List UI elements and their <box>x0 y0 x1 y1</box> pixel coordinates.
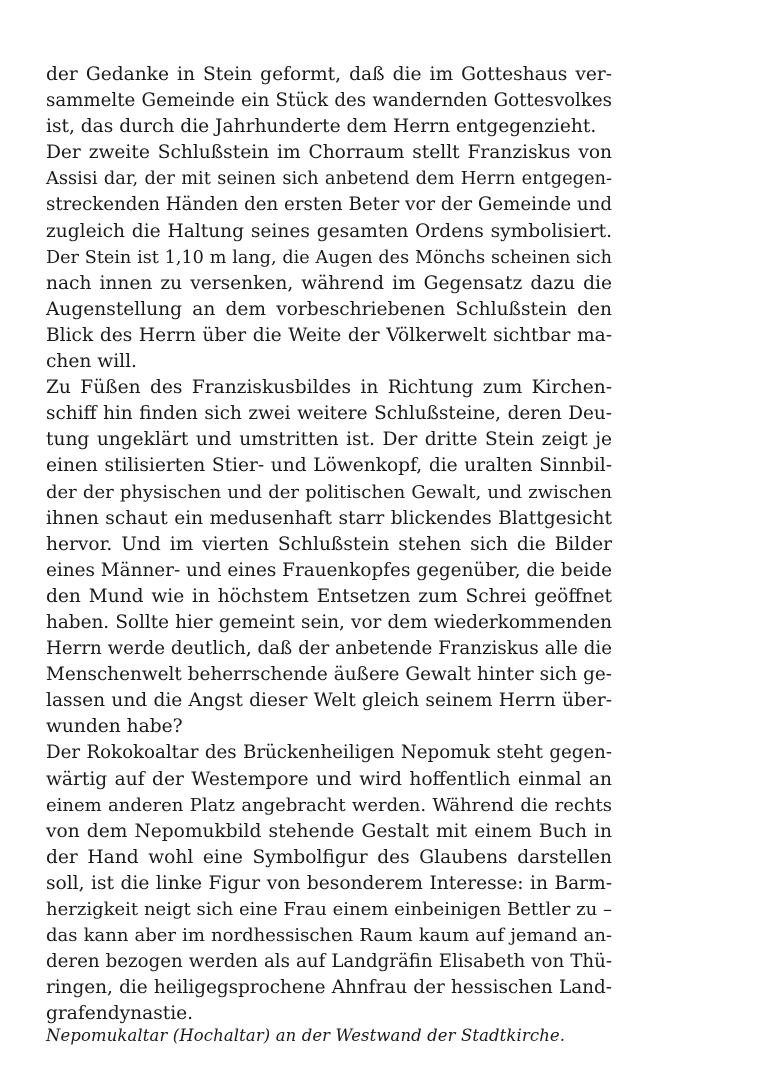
text-line: chen will. <box>46 351 137 373</box>
text-line: ringen, die heiligegsprochene Ahnfrau der hessischen Land- <box>46 977 612 999</box>
text-line: schiff hin finden sich zwei weitere Schlußsteine, deren Deu- <box>46 403 612 425</box>
text-line: Der Stein ist 1,10 m lang, die Augen des Mönchs scheinen sich <box>46 247 612 268</box>
text-line: den Mund wie in höchstem Entsetzen zum Schrei geöffnet <box>46 585 612 607</box>
text-line: nach innen zu versenken, während im Gegensatz dazu die <box>46 272 612 294</box>
text-line: der Gedanke in Stein geformt, daß die im Gotteshaus ver- <box>46 64 612 85</box>
text-line: grafendynastie. <box>46 1003 194 1025</box>
text-line: Der Rokokoaltar des Brückenheiligen Nepomuk steht gegen- <box>46 742 612 764</box>
text-line: eines Männer- und eines Frauenkopfes gegenüber, die beide <box>46 559 612 581</box>
page-text-block <box>46 62 612 1027</box>
text-line: Der zweite Schlußstein im Chorraum stellt Franziskus von <box>46 142 612 164</box>
text-line: der Hand wohl eine Symbolfigur des Glaubens darstellen <box>46 846 612 868</box>
text-line: das kann aber im nordhessischen Raum kaum auf jemand an- <box>46 925 612 947</box>
text-line: lassen und die Angst dieser Welt gleich seinem Herrn über- <box>46 690 612 712</box>
body-text <box>46 62 612 1027</box>
text-line: deren bezogen werden als auf Landgräfin Elisabeth von Thü- <box>46 951 612 973</box>
text-line: zugleich die Haltung seines gesamten Ordens symbolisiert. <box>46 220 612 242</box>
text-line: einem anderen Platz angebracht werden. Während die rechts <box>46 794 612 816</box>
text-line: einen stilisierten Stier- und Löwenkopf, die uralten Sinnbil- <box>46 455 612 477</box>
text-line: haben. Sollte hier gemeint sein, vor dem wiederkommenden <box>46 611 612 633</box>
text-line: wunden habe? <box>46 716 183 738</box>
text-line: streckenden Händen den ersten Beter vor der Gemeinde und <box>46 194 612 216</box>
text-line: wärtig auf der Westempore und wird hoffentlich einmal an <box>46 768 612 790</box>
text-line: Herrn werde deutlich, daß der anbetende Franziskus alle die <box>46 638 612 660</box>
text-line: Augenstellung an dem vorbeschriebenen Schlußstein den <box>46 298 612 320</box>
figure-caption: Nepomukaltar (Hochaltar) an der Westwand der Stadtkirche. <box>46 1026 566 1045</box>
text-line: ist, das durch die Jahrhunderte dem Herrn entgegenzieht. <box>46 116 597 138</box>
text-line: Assisi dar, der mit seinen sich anbetend dem Herrn entgegen- <box>46 168 612 190</box>
text-line: soll, ist die linke Figur von besonderem Interesse: in Barm- <box>46 872 612 894</box>
text-line: Menschenwelt beherrschende äußere Gewalt hinter sich ge- <box>46 664 612 686</box>
text-line: tung ungeklärt und umstritten ist. Der dritte Stein zeigt je <box>46 429 612 451</box>
text-line: von dem Nepomukbild stehende Gestalt mit einem Buch in <box>46 820 612 842</box>
text-line: herzigkeit neigt sich eine Frau einem einbeinigen Bettler zu – <box>46 899 612 920</box>
text-line: hervor. Und im vierten Schlußstein stehen sich die Bilder <box>46 533 612 555</box>
text-line: Blick des Herrn über die Weite der Völkerwelt sichtbar ma- <box>46 324 612 346</box>
text-line: der der physischen und der politischen Gewalt, und zwischen <box>46 481 612 503</box>
text-line: sammelte Gemeinde ein Stück des wandernden Gottesvolkes <box>46 90 612 112</box>
text-line: Zu Füßen des Franziskusbildes in Richtung zum Kirchen- <box>46 377 612 399</box>
text-line: ihnen schaut ein medusenhaft starr blickendes Blattgesicht <box>46 507 612 529</box>
